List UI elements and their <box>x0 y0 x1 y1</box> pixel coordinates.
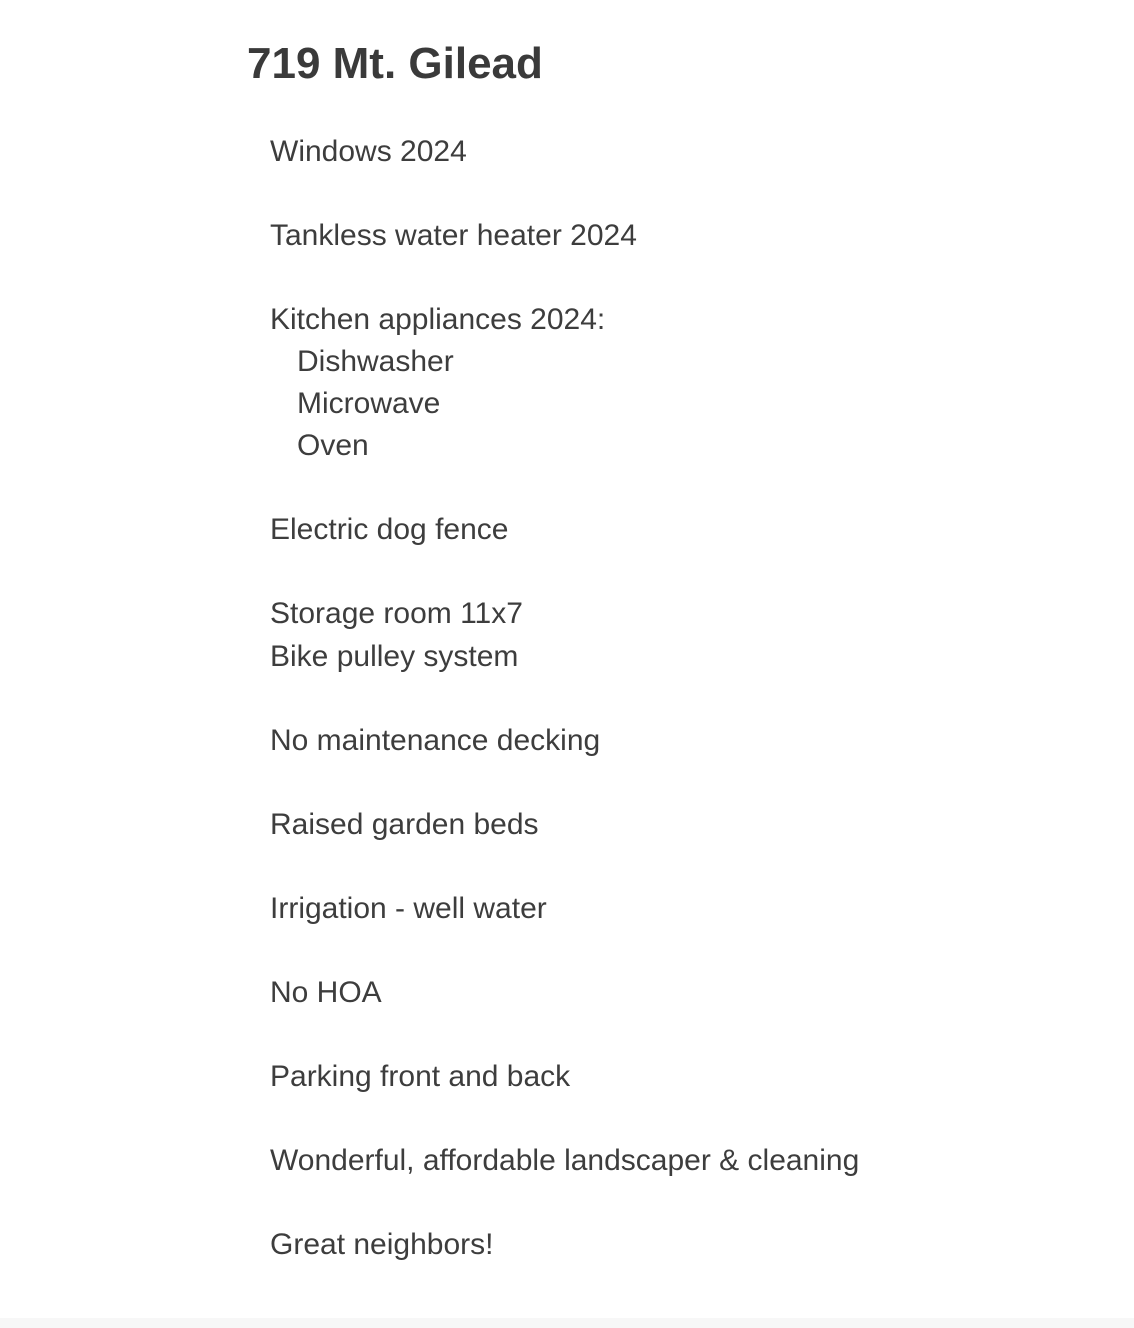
note-line[interactable]: Windows 2024 <box>270 135 467 168</box>
note-line[interactable]: Tankless water heater 2024 <box>270 219 637 252</box>
note-sub-line[interactable]: Microwave <box>297 387 441 420</box>
note-line[interactable]: Wonderful, affordable landscaper & cleaning <box>270 1144 860 1177</box>
note-line[interactable]: Bike pulley system <box>270 640 519 673</box>
note-title[interactable]: 719 Mt. Gilead <box>247 39 543 88</box>
note-line[interactable]: Raised garden beds <box>270 808 539 841</box>
note-line[interactable]: Kitchen appliances 2024: <box>270 303 606 336</box>
note-line[interactable]: No maintenance decking <box>270 724 601 757</box>
note-sub-line[interactable]: Oven <box>297 429 369 462</box>
note-line[interactable]: Great neighbors! <box>270 1228 494 1261</box>
note-line[interactable]: Electric dog fence <box>270 513 509 546</box>
note-line[interactable]: No HOA <box>270 976 382 1009</box>
note-sub-line[interactable]: Dishwasher <box>297 345 454 378</box>
note-line[interactable]: Irrigation - well water <box>270 892 547 925</box>
bottom-edge <box>0 1318 1134 1328</box>
note-line[interactable]: Parking front and back <box>270 1060 571 1093</box>
note-line[interactable]: Storage room 11x7 <box>270 597 523 630</box>
